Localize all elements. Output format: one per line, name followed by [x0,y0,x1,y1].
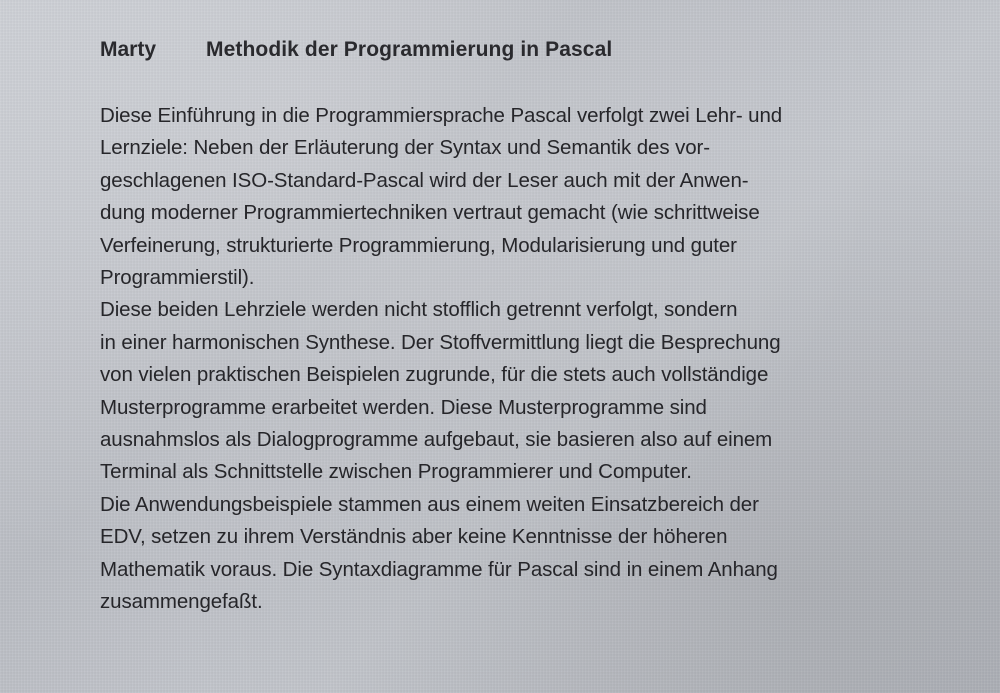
text-line: Diese Einführung in die Programmiersprache Pascal verfolgt zwei Lehr- und [100,104,783,127]
book-blurb [100,36,940,619]
text-line: Terminal als Schnittstelle zwischen Programmierer und Computer. [100,460,692,484]
text-line: geschlagenen ISO-Standard-Pascal wird der Leser auch mit der Anwen- [100,168,749,192]
text-line: Lernziele: Neben der Erläuterung der Syntax und Semantik des vor- [100,136,710,160]
text-line: von vielen praktischen Beispielen zugrunde, für die stets auch vollständige [100,363,769,387]
text-line: Programmierstil). [100,266,255,290]
text-line: dung moderner Programmiertechniken vertraut gemacht (wie schrittweise [100,201,760,225]
text-line: ausnahmslos als Dialogprogramme aufgebaut, sie basieren also auf einem [100,428,773,452]
text-line: Diese beiden Lehrziele werden nicht stofflich getrennt verfolgt, sondern [100,298,738,322]
text-line: Verfeinerung, strukturierte Programmierung, Modularisierung und guter [100,233,737,257]
text-line: EDV, setzen zu ihrem Verständnis aber keine Kenntnisse der höheren [100,525,728,549]
book-title: Methodik der Programmierung in Pascal [206,38,613,61]
text-line: Mathematik voraus. Die Syntaxdiagramme für Pascal sind in einem Anhang [100,557,778,581]
text-line: Die Anwendungsbeispiele stammen aus einem weiten Einsatzbereich der [100,492,759,516]
text-line: zusammengefaßt. [100,590,263,614]
blurb-text [100,100,940,619]
text-line: Musterprogramme erarbeitet werden. Diese Musterprogramme sind [100,395,707,419]
text-line: in einer harmonischen Synthese. Der Stoffvermittlung liegt die Besprechung [100,330,781,354]
blurb-header [100,36,940,64]
author-name: Marty [100,38,157,61]
